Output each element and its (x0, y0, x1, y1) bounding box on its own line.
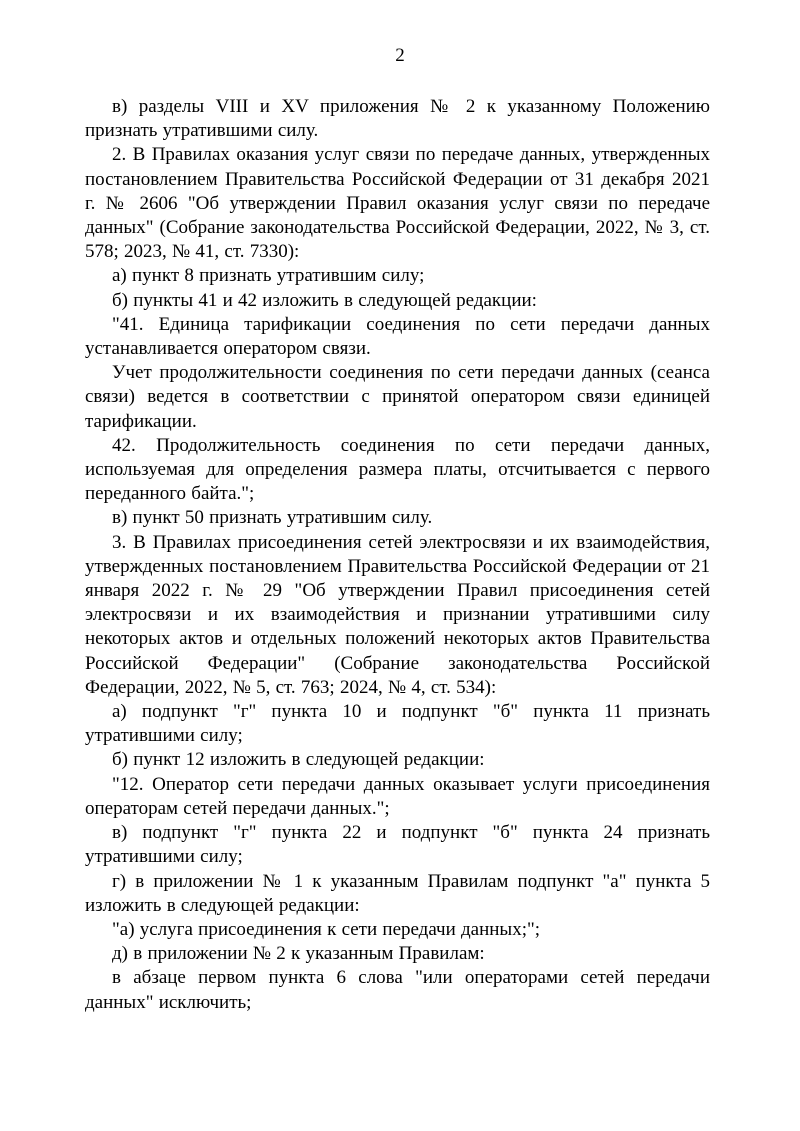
paragraph: Учет продолжительности соединения по сети передачи данных (сеанса связи) ведется в соответствии с принятой оператором связи единицей тарификации. (85, 362, 710, 432)
paragraph: в) разделы VIII и XV приложения № 2 к указанному Положению признать утратившими силу. (85, 96, 710, 142)
paragraph: в абзаце первом пункта 6 слова "или операторами сетей передачи данных" исключить; (85, 967, 710, 1013)
paragraph: г) в приложении № 1 к указанным Правилам подпункт "а" пункта 5 изложить в следующей редакции: (85, 870, 710, 916)
paragraph: "а) услуга присоединения к сети передачи данных;"; (112, 918, 541, 940)
paragraph: "41. Единица тарификации соединения по сети передачи данных устанавливается оператором связи. (85, 313, 710, 360)
paragraph: 3. В Правилах присоединения сетей электросвязи и их взаимодействия, утвержденных постановлением Правительства Российской Федерации от 21 января 2022 г. № 29 "Об утверждении Правил присоединения сетей электросвязи и их взаимодействия и признании утратившими силу некоторых актов и отдельных положений некоторых актов Правительства Российской Федерации" (Собрание законодательства Российской Федерации, 2022, № 5, ст. 763; 2024, № 4, ст. 534): (85, 531, 710, 698)
paragraph: б) пункт 12 изложить в следующей редакции: (112, 749, 485, 771)
paragraph: б) пункты 41 и 42 изложить в следующей редакции: (112, 289, 537, 311)
paragraph: а) пункт 8 признать утратившим силу; (112, 265, 425, 287)
paragraph: 42. Продолжительность соединения по сети передачи данных, используемая для определения размера платы, отсчитывается с первого переданного байта."; (85, 434, 710, 505)
page-number: 2 (395, 45, 405, 66)
paragraph: в) пункт 50 признать утратившим силу. (112, 507, 433, 529)
paragraph: а) подпункт "г" пункта 10 и подпункт "б" пункта 11 признать утратившими силу; (85, 701, 710, 747)
paragraph: в) подпункт "г" пункта 22 и подпункт "б" пункта 24 признать утратившими силу; (85, 822, 710, 868)
paragraph: 2. В Правилах оказания услуг связи по передаче данных, утвержденных постановлением Правительства Российской Федерации от 31 декабря 2021 г. № 2606 "Об утверждении Правил оказания услуг связи по передаче данных" (Собрание законодательства Российской Федерации, 2022, № 3, ст. 578; 2023, № 41, ст. 7330): (85, 144, 710, 263)
document-body (85, 95, 710, 1015)
paragraph: д) в приложении № 2 к указанным Правилам: (112, 943, 485, 965)
paragraph: "12. Оператор сети передачи данных оказывает услуги присоединения операторам сетей передачи данных."; (85, 773, 710, 819)
